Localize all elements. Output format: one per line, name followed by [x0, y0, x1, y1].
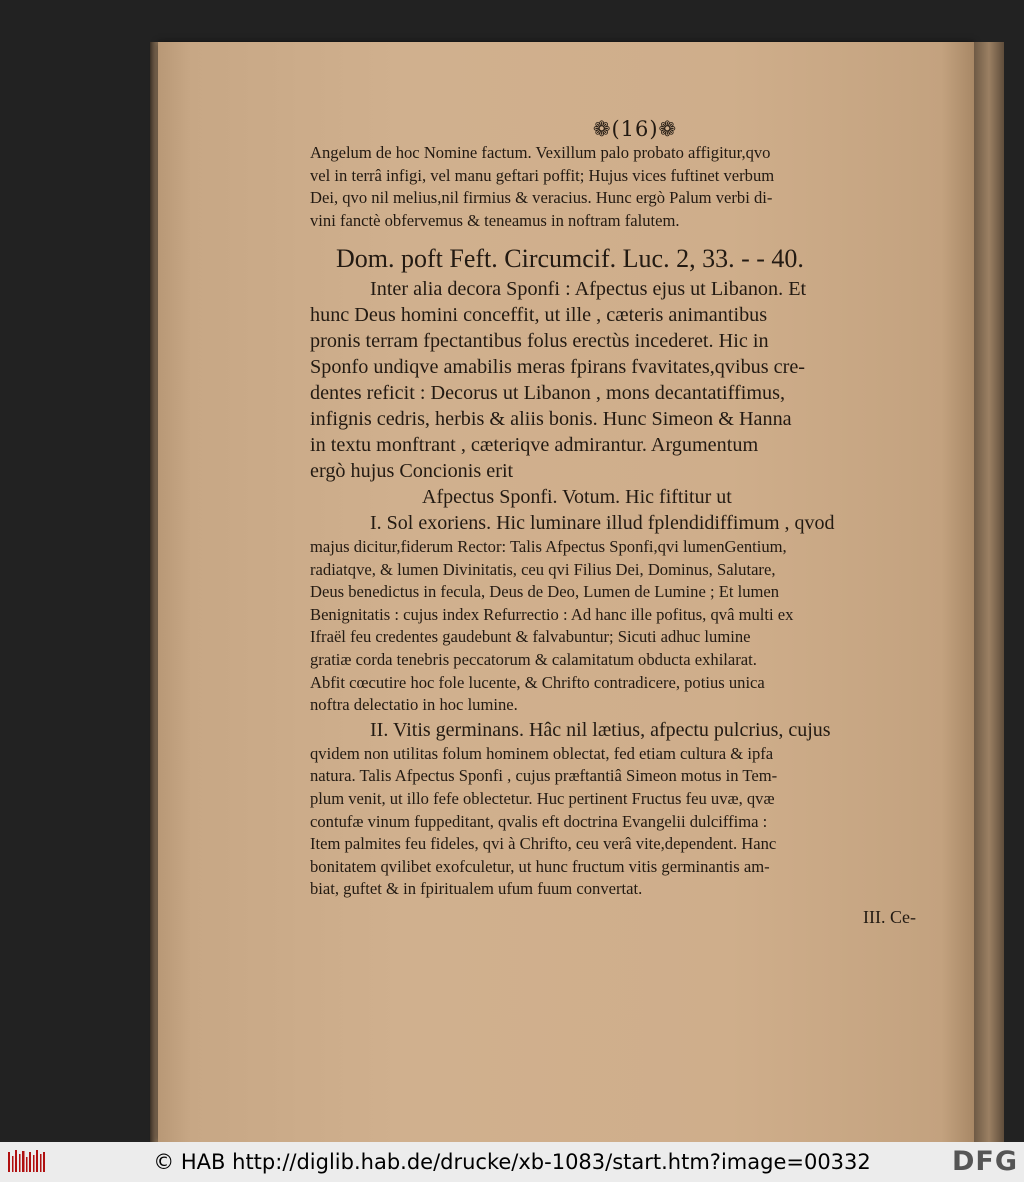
text-line: bonitatem qvilibet exofculetur, ut hunc fructum vitis germinantis am- [310, 856, 770, 876]
section-vitis-germinans [310, 717, 920, 901]
text-line: Ifraël feu credentes gaudebunt & falvabuntur; Sicuti adhuc lumine [310, 627, 751, 647]
page-gutter-shadow [150, 42, 158, 1142]
text-line: I. Sol exoriens. Hic luminare illud fplendidiffimum , qvod [370, 512, 835, 534]
text-line: natura. Talis Afpectus Sponfi , cujus præftantiâ Simeon motus in Tem- [310, 766, 778, 786]
text-line: ergò hujus Concionis erit [310, 460, 514, 482]
page-fore-edge [974, 42, 1004, 1142]
text-line: qvidem non utilitas folum hominem oblectat, fed etiam cultura & ipfa [310, 743, 774, 763]
text-line: contufæ vinum fuppeditant, qvalis eft doctrina Evangelii dulciffima : [310, 811, 768, 831]
text-line: majus dicitur,fiderum Rector: Talis Afpectus Sponfi,qvi lumenGentium, [310, 537, 787, 556]
viewer-footer [0, 1142, 1024, 1182]
text-line: Deus benedictus in fecula, Deus de Deo, Lumen de Lumine ; Et lumen [310, 582, 780, 602]
text-line: infignis cedris, herbis & aliis bonis. Hunc Simeon & Hanna [310, 408, 792, 430]
text-line: gratiæ corda tenebris peccatorum & calamitatum obducta exhilarat. [310, 649, 757, 669]
paragraph-continued [310, 142, 920, 232]
text-line: pronis terram fpectantibus folus erectùs incederet. Hic in [310, 330, 769, 352]
paragraph-introduction [310, 276, 920, 484]
text-line: Sponfo undiqve amabilis meras fpirans fvavitates,qvibus cre- [310, 356, 806, 378]
text-line: biat, guftet & in fpiritualem ufum fuum convertat. [310, 879, 643, 899]
text-line: Item palmites feu fideles, qvi à Chrifto, ceu verâ vite,dependent. Hanc [310, 834, 777, 854]
text-line: radiatqve, & lumen Divinitatis, ceu qvi Filius Dei, Dominus, Salutare, [310, 559, 776, 579]
text-line: dentes reficit : Decorus ut Libanon , mons decantatiffimus, [310, 382, 786, 404]
sermon-heading: Dom. poft Feft. Circumcif. Luc. 2, 33. - - 40. [336, 244, 804, 273]
text-line: vel in terrâ infigi, vel manu geftari poffit; Hujus vices fuftinet verbum [310, 165, 775, 185]
text-line: Abfit cœcutire hoc fole lucente, & Chrifto contradicere, potius unica [310, 672, 765, 692]
text-line: Angelum de hoc Nomine factum. Vexillum palo probato affigitur,qvo [310, 143, 771, 162]
text-line: hunc Deus homini conceffit, ut ille , cæteris animantibus [310, 304, 768, 326]
page-number: ❁(16)❁ [592, 117, 678, 141]
text-line: in textu monftrant , cæteriqve admirantur. Argumentum [310, 434, 759, 456]
section-sol-exoriens [310, 510, 920, 717]
text-line: Dei, qvo nil melius,nil firmius & veracius. Hunc ergò Palum verbi di- [310, 188, 773, 207]
copyright-link[interactable]: © HAB http://diglib.hab.de/drucke/xb-1083/start.htm?image=00332 [153, 1150, 871, 1174]
text-line: plum venit, ut illo fefe oblectetur. Huc pertinent Fructus feu uvæ, qvæ [310, 788, 775, 808]
text-line: Inter alia decora Sponfi : Afpectus ejus ut Libanon. Et [370, 278, 807, 300]
text-line: vini fanctè obfervemus & teneamus in noftram falutem. [310, 210, 680, 230]
text-line: II. Vitis germinans. Hâc nil lætius, afpectu pulcrius, cujus [370, 718, 831, 741]
catchword: III. Ce- [863, 906, 916, 927]
dfg-logo: DFG [951, 1146, 1018, 1177]
votum-line: Afpectus Sponfi. Votum. Hic fiftitur ut [422, 486, 732, 508]
text-line: Benignitatis : cujus index Refurrectio : Ad hanc ille pofitus, qvâ multi ex [310, 604, 794, 624]
text-line: noftra delectatio in hoc lumine. [310, 695, 518, 715]
page-text [310, 116, 920, 929]
